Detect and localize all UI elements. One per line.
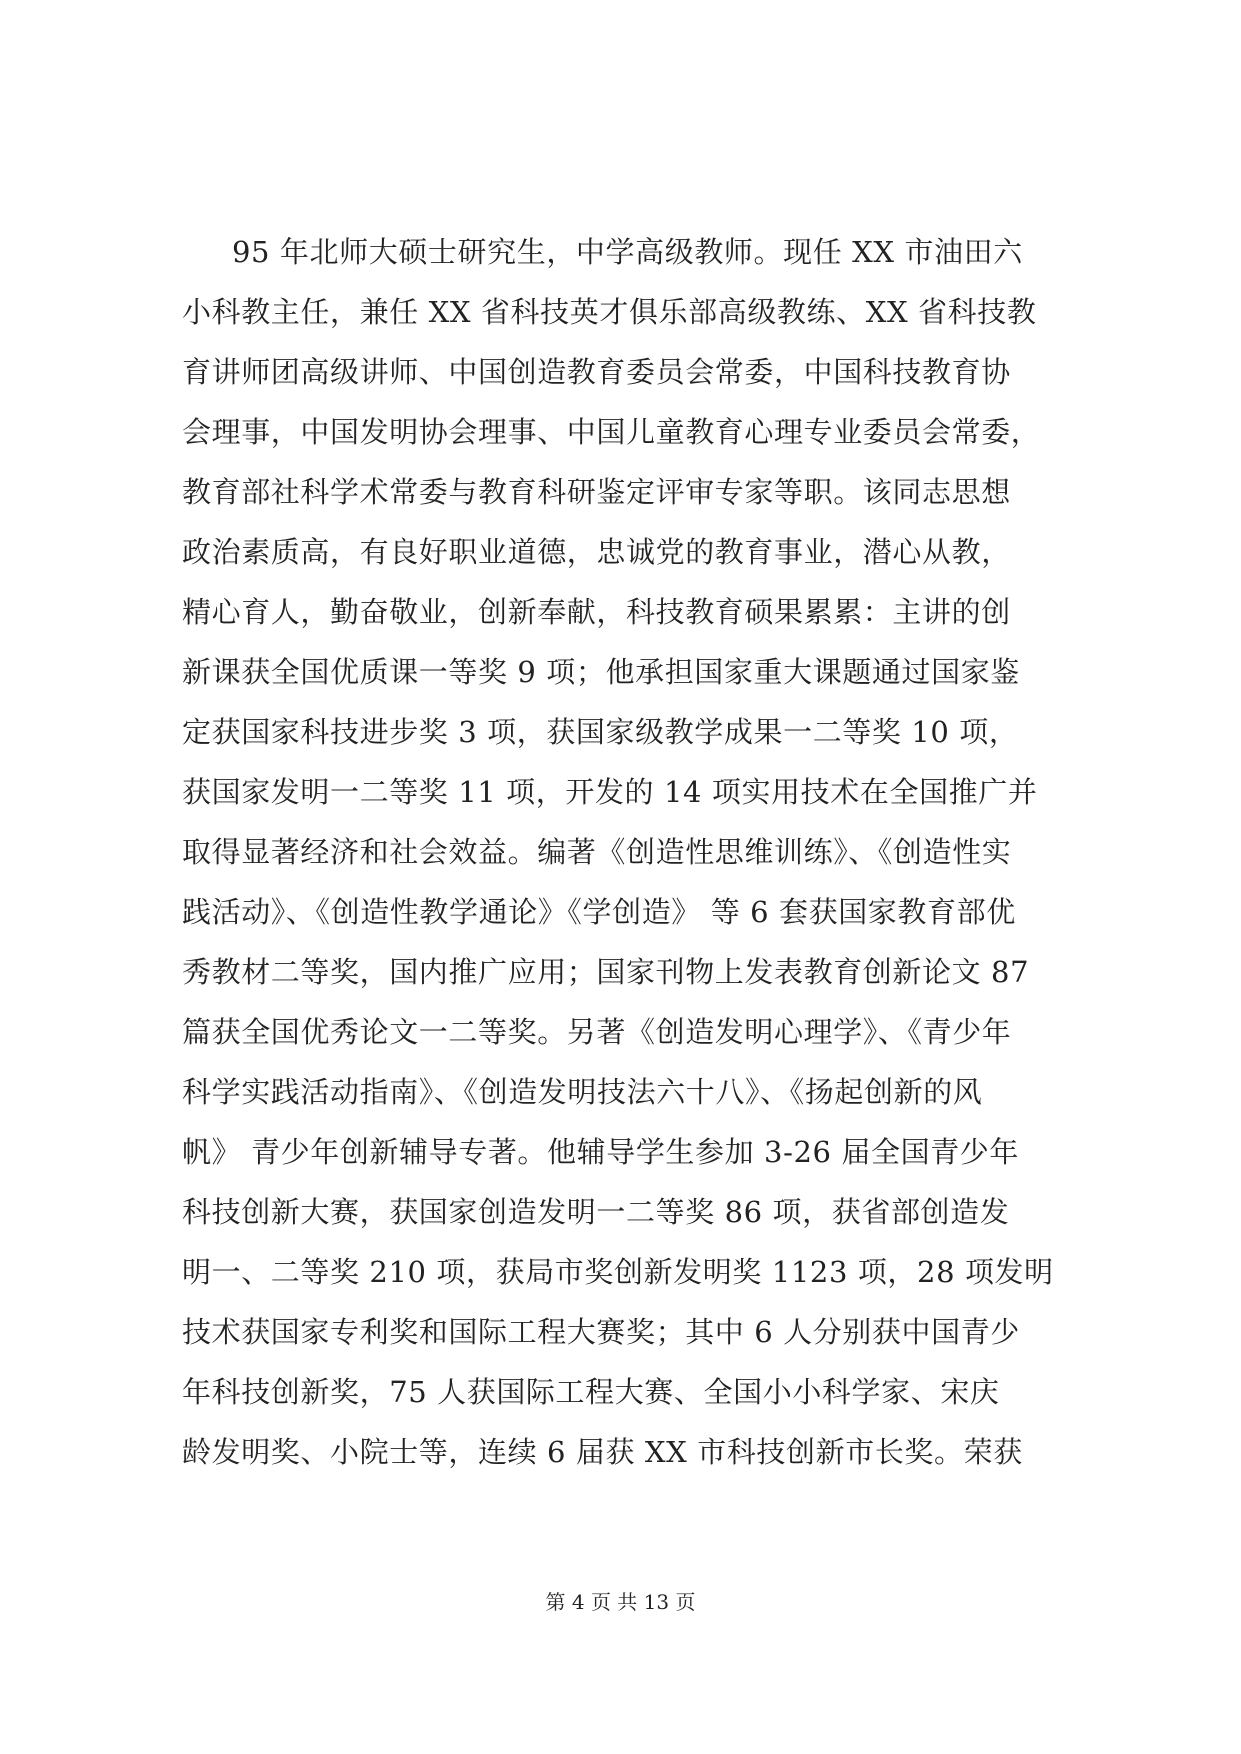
- paragraph-line: 新课获全国优质课一等奖 9 项；他承担国家重大课题通过国家鉴: [182, 655, 1020, 689]
- paragraph-line: 取得显著经济和社会效益。编著《创造性思维训练》、《创造性实: [182, 835, 1012, 869]
- paragraph-line: 年科技创新奖，75 人获国际工程大赛、全国小小科学家、宋庆: [182, 1375, 1000, 1409]
- paragraph-line: 政治素质高，有良好职业道德，忠诚党的教育事业，潜心从教，: [182, 535, 1011, 569]
- paragraph-line: 教育部社科学术常委与教育科研鉴定评审专家等职。该同志思想: [182, 475, 1011, 509]
- paragraph-line: 明一、二等奖 210 项，获局市奖创新发明奖 1123 项，28 项发明: [182, 1255, 1054, 1289]
- paragraph-line: 精心育人，勤奋敬业，创新奉献，科技教育硕果累累：主讲的创: [182, 595, 1011, 629]
- paragraph-line: 篇获全国优秀论文一二等奖。另著《创造发明心理学》、《青少年: [182, 1015, 1012, 1049]
- paragraph-line: 科学实践活动指南》、《创造发明技法六十八》、《扬起创新的风: [182, 1075, 983, 1109]
- paragraph-line: 秀教材二等奖，国内推广应用；国家刊物上发表教育创新论文 87: [182, 955, 1030, 989]
- paragraph-line: 定获国家科技进步奖 3 项，获国家级教学成果一二等奖 10 项，: [182, 715, 1019, 749]
- paragraph-line: 会理事，中国发明协会理事、中国儿童教育心理专业委员会常委，: [182, 415, 1041, 449]
- paragraph-line: 践活动》、《创造性教学通论》《学创造》 等 6 套获国家教育部优: [182, 895, 1016, 929]
- body-paragraph: [182, 222, 1062, 1482]
- paragraph-line: 帆》 青少年创新辅导专著。他辅导学生参加 3-26 届全国青少年: [182, 1135, 1020, 1169]
- paragraph-line: 龄发明奖、小院士等，连续 6 届获 XX 市科技创新市长奖。荣获: [182, 1435, 1023, 1469]
- paragraph-line: 育讲师团高级讲师、中国创造教育委员会常委，中国科技教育协: [182, 355, 1011, 389]
- paragraph-line: 科技创新大赛，获国家创造发明一二等奖 86 项，获省部创造发: [182, 1195, 1010, 1229]
- paragraph-line: 95 年北师大硕士研究生，中学高级教师。现任 XX 市油田六: [232, 235, 1023, 269]
- paragraph-line: 小科教主任，兼任 XX 省科技英才俱乐部高级教练、XX 省科技教: [182, 295, 1037, 329]
- page-number-footer: 第 4 页 共 13 页: [545, 1590, 696, 1614]
- paragraph-line: 技术获国家专利奖和国际工程大赛奖；其中 6 人分别获中国青少: [182, 1315, 1020, 1349]
- paragraph-line: 获国家发明一二等奖 11 项，开发的 14 项实用技术在全国推广并: [182, 775, 1038, 809]
